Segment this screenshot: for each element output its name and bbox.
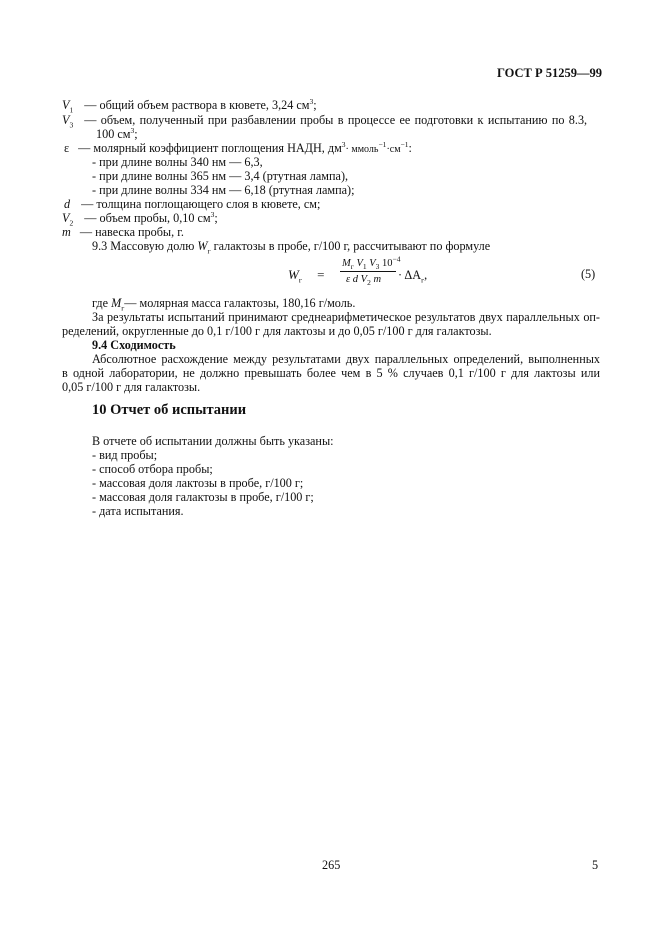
formula-lhs (288, 267, 325, 285)
wavelength-340: - при длине волны 340 нм — 6,3, (92, 155, 263, 169)
report-item: - массовая доля галактозы в пробе, г/100 г; (92, 490, 314, 504)
wavelength-365: - при длине волны 365 нм — 3,4 (ртутная лампа), (92, 169, 349, 183)
section-9-4-line1: Абсолютное расхождение между результатами двух параллельных определений, выполненных (92, 352, 600, 366)
legend-text: — объем, полученный при разбавлении пробы в процессе ее подготовки к испытанию по 8.3, (84, 113, 588, 127)
symbol: ε d V (346, 274, 368, 285)
page-number-center: 265 (322, 858, 341, 872)
subscript: г (350, 262, 354, 272)
text: — молярная масса галактозы, 180,16 г/моль. (124, 296, 356, 310)
section-9-4-title: 9.4 Сходимость (92, 338, 176, 352)
symbol-v2: V (62, 211, 70, 225)
legend-tail: : (408, 141, 412, 155)
legend-text: — общий объем раствора в кювете, 3,24 см (84, 98, 310, 112)
report-item: - дата испытания. (92, 504, 184, 518)
legend-v3-cont (96, 127, 138, 141)
superscript: 3 (210, 209, 215, 219)
subscript: 3 (375, 262, 380, 272)
superscript: 3 (130, 125, 135, 135)
symbol: M (342, 258, 351, 269)
wavelength-334: - при длине волны 334 нм — 6,18 (ртутная лампа); (92, 183, 355, 197)
report-item: - массовая доля лактозы в пробе, г/100 г; (92, 476, 304, 490)
legend-tail: ; (134, 127, 138, 141)
superscript: −1 (400, 139, 409, 149)
results-para-line1: За результаты испытаний принимают среднеарифметическое результатов двух параллельных оп- (92, 310, 600, 324)
where-line (92, 296, 356, 313)
text: 9.3 Массовую долю (92, 239, 195, 253)
section-10-title: 10 Отчет об испытании (92, 402, 247, 418)
unit-part: ·см (386, 144, 401, 155)
fraction-bar (340, 271, 396, 272)
subscript: г (298, 275, 302, 285)
report-item: - вид пробы; (92, 448, 158, 462)
legend-v2 (62, 209, 218, 228)
formula-numerator (342, 254, 401, 272)
formula-tail (398, 268, 428, 285)
subscript: 1 (69, 105, 74, 115)
symbol: V (369, 258, 376, 269)
text: где (92, 296, 109, 310)
symbol: V (356, 258, 363, 269)
symbol-v1: V (62, 98, 70, 112)
unit-part: · ммоль (345, 144, 379, 155)
subscript: 2 (367, 278, 371, 288)
subscript: 2 (69, 218, 74, 228)
legend-text: — толщина поглощающего слоя в кювете, см; (81, 197, 321, 211)
legend-cont: 100 см (96, 127, 131, 141)
symbol: m (370, 274, 382, 285)
report-item: - способ отбора пробы; (92, 462, 213, 476)
page-number-right: 5 (592, 858, 599, 872)
formula-denominator (346, 273, 381, 287)
subscript: 1 (362, 262, 367, 272)
symbol-epsilon: ε (64, 141, 70, 155)
legend-text: — навеска пробы, г. (79, 225, 184, 239)
text: галактозы в пробе, г/100 г, рассчитывают по формуле (213, 239, 491, 253)
subscript: г (421, 275, 425, 285)
results-para-line2: ределений, округленные до 0,1 г/100 г для лактозы и до 0,05 г/100 г для галактозы. (62, 324, 492, 338)
symbol-w: W (288, 267, 299, 282)
symbol-d: d (64, 197, 71, 211)
legend-tail: ; (313, 98, 317, 112)
delta-a: · ΔA (398, 268, 422, 282)
legend-d (64, 197, 320, 211)
legend-text: — объем пробы, 0,10 см (84, 211, 211, 225)
symbol-v3: V (62, 113, 70, 127)
superscript: −1 (378, 139, 387, 149)
subscript: г (121, 303, 125, 313)
legend-text: — молярный коэффициент поглощения НАДН, дм (78, 141, 342, 155)
symbol-m: m (62, 225, 71, 239)
paragraph-9-3 (92, 239, 491, 256)
subscript: 3 (69, 120, 74, 130)
subscript: г (207, 246, 211, 256)
section-9-4-line2: в одной лаборатории, не должно превышать более чем в 5 % случаев 0,1 г/100 г для лактозы или (62, 366, 600, 380)
section-9-4-line3: 0,05 г/100 г для галактозы. (62, 380, 201, 394)
legend-tail: ; (214, 211, 218, 225)
equals-sign: = (317, 267, 325, 282)
symbol-w: W (197, 239, 208, 253)
superscript: 3 (309, 96, 314, 106)
number: 10 (382, 258, 393, 269)
section-10-intro: В отчете об испытании должны быть указаны: (92, 434, 334, 448)
legend-v1 (62, 96, 317, 115)
legend-m (62, 225, 184, 239)
comma: , (424, 268, 428, 282)
superscript: −4 (392, 254, 401, 264)
formula-number: (5) (581, 267, 596, 281)
document-code: ГОСТ Р 51259—99 (497, 66, 603, 80)
legend-v3 (62, 113, 599, 130)
superscript: 3 (341, 139, 346, 149)
symbol-m: M (111, 296, 122, 310)
